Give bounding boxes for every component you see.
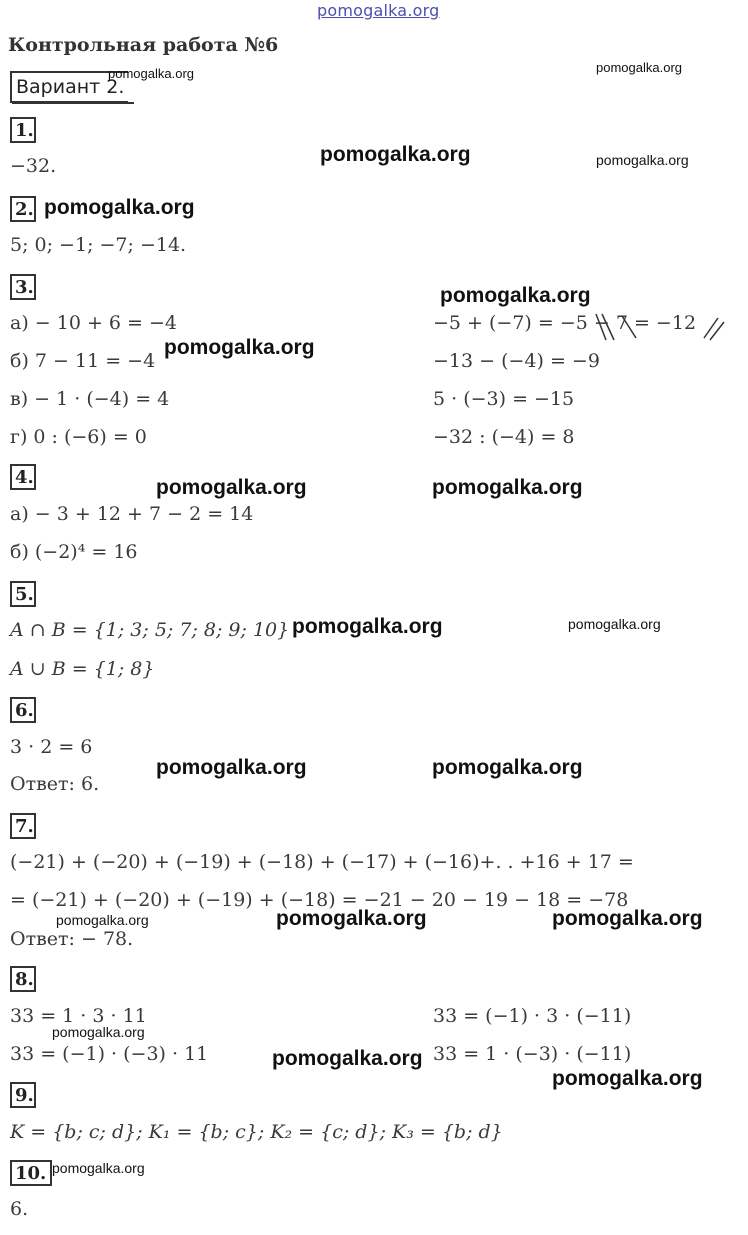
task-2-answer: 5; 0; −1; −7; −14. bbox=[10, 234, 187, 256]
watermark: pomogalka.org bbox=[52, 1024, 145, 1040]
task-6-calc: 3 · 2 = 6 bbox=[10, 736, 93, 758]
task-8-right-2: 33 = 1 · (−3) · (−11) bbox=[433, 1043, 632, 1065]
task-number-4: 4. bbox=[10, 464, 36, 490]
watermark: pomogalka.org bbox=[56, 912, 149, 928]
task-3-right-d: −32 : (−4) = 8 bbox=[433, 426, 575, 448]
task-3-left-d: г) 0 : (−6) = 0 bbox=[10, 426, 147, 448]
task-8-left-2: 33 = (−1) · (−3) · 11 bbox=[10, 1043, 209, 1065]
task-7-line-1: (−21) + (−20) + (−19) + (−18) + (−17) + (−16)+. . +16 + 17 = bbox=[10, 851, 634, 873]
watermark: pomogalka.org bbox=[276, 907, 427, 930]
task-10-answer: 6. bbox=[10, 1198, 29, 1220]
task-4-line-b: б) (−2)⁴ = 16 bbox=[10, 541, 138, 563]
task-number-10: 10. bbox=[10, 1160, 52, 1186]
task-3-left-b: б) 7 − 11 = −4 bbox=[10, 350, 156, 372]
task-number-3: 3. bbox=[10, 274, 36, 300]
watermark: pomogalka.org bbox=[108, 66, 194, 81]
watermark: pomogalka.org bbox=[44, 196, 195, 219]
watermark: pomogalka.org bbox=[596, 152, 689, 168]
task-number-5: 5. bbox=[10, 581, 36, 607]
watermark: pomogalka.org bbox=[568, 616, 661, 632]
task-1-answer: −32. bbox=[10, 155, 57, 177]
page-title: Контрольная работа №6 bbox=[8, 34, 279, 56]
task-number-9: 9. bbox=[10, 1082, 36, 1108]
watermark: pomogalka.org bbox=[432, 756, 583, 779]
watermark: pomogalka.org bbox=[552, 907, 703, 930]
watermark: pomogalka.org bbox=[52, 1160, 145, 1176]
watermark: pomogalka.org bbox=[292, 615, 443, 638]
task-3-right-b: −13 − (−4) = −9 bbox=[433, 350, 600, 372]
pen-scribble-mark bbox=[592, 310, 732, 344]
watermark: pomogalka.org bbox=[320, 143, 471, 166]
task-5-intersection: A ∩ B = {1; 3; 5; 7; 8; 9; 10} bbox=[10, 619, 290, 641]
site-link[interactable]: pomogalka.org bbox=[317, 1, 440, 20]
watermark: pomogalka.org bbox=[272, 1047, 423, 1070]
task-number-7: 7. bbox=[10, 813, 36, 839]
watermark: pomogalka.org bbox=[432, 476, 583, 499]
task-8-right-1: 33 = (−1) · 3 · (−11) bbox=[433, 1005, 632, 1027]
watermark: pomogalka.org bbox=[596, 60, 682, 75]
watermark: pomogalka.org bbox=[440, 284, 591, 307]
task-number-6: 6. bbox=[10, 697, 36, 723]
task-9-sets: K = {b; c; d}; K₁ = {b; c}; K₂ = {c; d}; K₃ = {b; d} bbox=[10, 1121, 503, 1143]
task-4-line-a: а) − 3 + 12 + 7 − 2 = 14 bbox=[10, 503, 254, 525]
task-3-left-c: в) − 1 · (−4) = 4 bbox=[10, 388, 170, 410]
task-8-left-1: 33 = 1 · 3 · 11 bbox=[10, 1005, 147, 1027]
task-6-answer: Ответ: 6. bbox=[10, 773, 100, 795]
task-number-2: 2. bbox=[10, 196, 36, 222]
watermark: pomogalka.org bbox=[552, 1067, 703, 1090]
watermark: pomogalka.org bbox=[156, 756, 307, 779]
task-3-right-a: −5 + (−7) = −5 − 7 = −12 bbox=[433, 312, 697, 334]
task-number-8: 8. bbox=[10, 966, 36, 992]
watermark: pomogalka.org bbox=[156, 476, 307, 499]
task-7-line-2: = (−21) + (−20) + (−19) + (−18) = −21 − 20 − 19 − 18 = −78 bbox=[10, 889, 629, 911]
task-3-right-c: 5 · (−3) = −15 bbox=[433, 388, 575, 410]
task-3-left-a: а) − 10 + 6 = −4 bbox=[10, 312, 178, 334]
task-5-union: A ∪ B = {1; 8} bbox=[10, 658, 155, 680]
task-number-1: 1. bbox=[10, 117, 36, 143]
task-7-answer: Ответ: − 78. bbox=[10, 928, 134, 950]
variant-label: Вариант 2. bbox=[10, 71, 128, 103]
watermark: pomogalka.org bbox=[164, 336, 315, 359]
